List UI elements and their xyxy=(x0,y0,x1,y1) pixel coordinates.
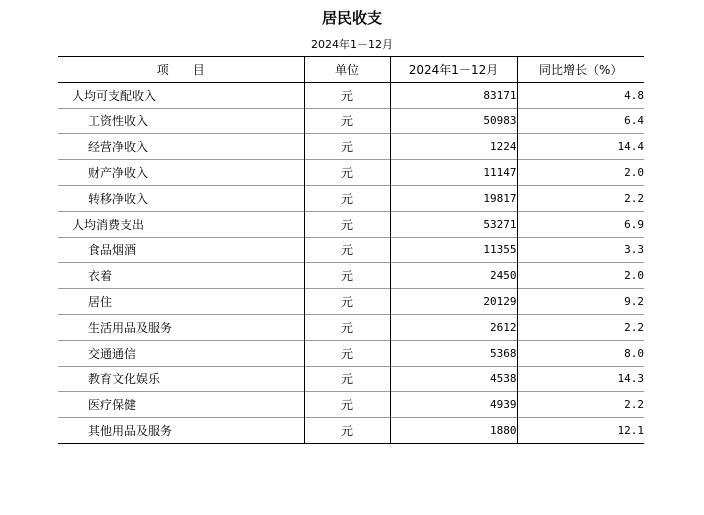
table-row xyxy=(58,237,644,263)
row-growth: 2.2 xyxy=(517,314,644,340)
table-row xyxy=(58,82,644,108)
row-item-label: 人均消费支出 xyxy=(58,211,304,237)
row-growth: 9.2 xyxy=(517,289,644,315)
row-unit: 元 xyxy=(304,211,390,237)
row-value: 4538 xyxy=(390,366,517,392)
row-unit: 元 xyxy=(304,289,390,315)
row-growth: 2.2 xyxy=(517,185,644,211)
row-unit: 元 xyxy=(304,340,390,366)
row-growth: 2.0 xyxy=(517,263,644,289)
row-item-label: 经营净收入 xyxy=(58,134,304,160)
row-value: 83171 xyxy=(390,82,517,108)
row-unit: 元 xyxy=(304,366,390,392)
row-growth: 6.9 xyxy=(517,211,644,237)
table-body xyxy=(58,82,644,443)
row-item-label: 工资性收入 xyxy=(58,108,304,134)
header-growth: 同比增长（%） xyxy=(517,57,644,83)
table-row xyxy=(58,211,644,237)
table-row xyxy=(58,366,644,392)
row-growth: 8.0 xyxy=(517,340,644,366)
table-row xyxy=(58,134,644,160)
table-row xyxy=(58,108,644,134)
table-row xyxy=(58,289,644,315)
row-unit: 元 xyxy=(304,185,390,211)
row-unit: 元 xyxy=(304,263,390,289)
row-item-label: 转移净收入 xyxy=(58,185,304,211)
row-unit: 元 xyxy=(304,237,390,263)
row-value: 1880 xyxy=(390,418,517,444)
table-header-row xyxy=(58,57,644,83)
row-value: 53271 xyxy=(390,211,517,237)
row-unit: 元 xyxy=(304,108,390,134)
row-item-label: 交通通信 xyxy=(58,340,304,366)
table-header xyxy=(58,57,644,83)
row-growth: 14.3 xyxy=(517,366,644,392)
page-title: 居民收支 xyxy=(321,9,382,27)
row-growth: 14.4 xyxy=(517,134,644,160)
row-item-label: 人均可支配收入 xyxy=(72,88,157,103)
row-item-label: 教育文化娱乐 xyxy=(58,366,304,392)
row-growth: 2.0 xyxy=(517,160,644,186)
row-item-label: 生活用品及服务 xyxy=(58,314,304,340)
row-unit: 元 xyxy=(304,160,390,186)
table-row xyxy=(58,160,644,186)
header-item: 项 目 xyxy=(58,57,304,83)
row-growth: 2.2 xyxy=(517,392,644,418)
row-value: 11355 xyxy=(390,237,517,263)
row-growth: 6.4 xyxy=(517,108,644,134)
row-value: 5368 xyxy=(390,340,517,366)
row-item-label: 财产净收入 xyxy=(58,160,304,186)
row-value: 1224 xyxy=(390,134,517,160)
header-period: 2024年1－12月 xyxy=(390,57,517,83)
row-item-label: 居住 xyxy=(58,289,304,315)
header-unit: 单位 xyxy=(304,57,390,83)
table-row xyxy=(58,185,644,211)
page-subtitle: 2024年1－12月 xyxy=(311,38,393,51)
row-value: 2612 xyxy=(390,314,517,340)
row-value: 50983 xyxy=(390,108,517,134)
income-expenditure-table xyxy=(58,56,644,444)
row-item-label: 衣着 xyxy=(58,263,304,289)
table-row xyxy=(58,392,644,418)
row-unit: 元 xyxy=(304,134,390,160)
table-row xyxy=(58,418,644,444)
row-unit: 元 xyxy=(304,418,390,444)
row-growth: 3.3 xyxy=(517,237,644,263)
table-row xyxy=(58,263,644,289)
row-unit: 元 xyxy=(304,82,390,108)
row-growth: 4.8 xyxy=(517,82,644,108)
table-row xyxy=(58,314,644,340)
row-value: 19817 xyxy=(390,185,517,211)
row-value: 4939 xyxy=(390,392,517,418)
table-row xyxy=(58,340,644,366)
row-unit: 元 xyxy=(304,314,390,340)
row-item-label: 其他用品及服务 xyxy=(58,418,304,444)
row-value: 2450 xyxy=(390,263,517,289)
row-item-label: 医疗保健 xyxy=(58,392,304,418)
row-growth: 12.1 xyxy=(517,418,644,444)
row-unit: 元 xyxy=(304,392,390,418)
row-value: 11147 xyxy=(390,160,517,186)
row-value: 20129 xyxy=(390,289,517,315)
row-item-label: 食品烟酒 xyxy=(58,237,304,263)
